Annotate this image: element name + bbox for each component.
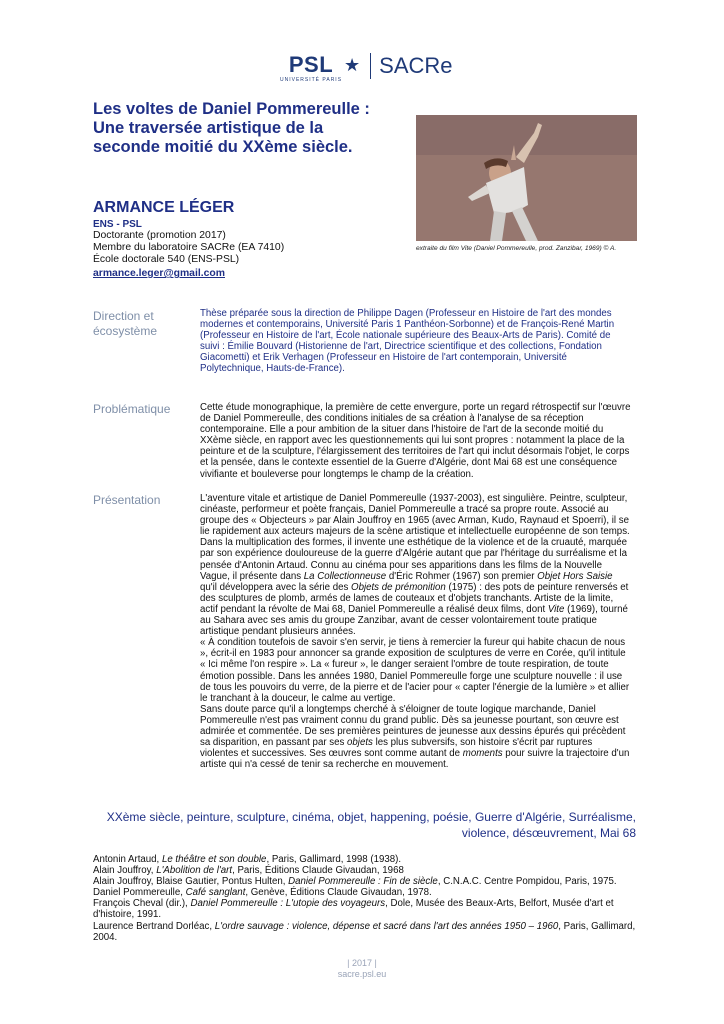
author-doctoral-school: École doctorale 540 (ENS-PSL) bbox=[93, 254, 240, 265]
section-label-direction: Direction et écosystème bbox=[93, 309, 158, 338]
leaping-figure-illustration bbox=[416, 115, 637, 241]
film-still-photo bbox=[416, 115, 637, 241]
bibliography-entry: Daniel Pommereulle, Café sanglant, Genève, Éditions Claude Givaudan, 1978. bbox=[93, 887, 432, 899]
psl-sacre-logo bbox=[280, 51, 453, 83]
logo-divider bbox=[370, 53, 371, 79]
presentation-paragraph-1: L'aventure vitale et artistique de Daniel Pommereulle (1937-2003), est singulière. Peintre, sculpteur, cinéaste, performeur et poète français, Daniel Pommereulle a tracé sa propre route. Associé au groupe des « Objecteurs » par Alain Jouffroy en 1965 (avec Arman, Kudo, Raynaud et Spoerri), il se lie rapidement aux acteurs majeurs de la scène artistique et intellectuelle européenne de son temps. bbox=[200, 493, 630, 538]
presentation-paragraph-2: Dans la multiplication des formes, il invente une esthétique de la violence et de la cruauté, marquée par son expérience douloureuse de la guerre d'Algérie autant que par l'héritage du surréalisme et la pensée d'Antonin Artaud. Connu au cinéma pour ses apparitions dans les films de la Nouvelle Vague, il présente dans La Collectionneuse d'Éric Rohmer (1967) son premier Objet Hors Saisie qu'il développera avec la série des Objets de prémonition (1975) : des pots de peinture renversés et des sculptures de plomb, armés de lames de couteaux et d'objets tranchants. Artiste de la limite, actif pendant la révolte de Mai 68, Daniel Pommereulle a réalisé deux films, dont Vite (1969), tourné au Sahara avec ses amis du groupe Zanzibar, avant de cesser volontairement toute pratique artistique pendant plusieurs années. bbox=[200, 537, 629, 638]
author-institution: ENS - PSL bbox=[93, 219, 142, 230]
section-text-direction: Thèse préparée sous la direction de Philippe Dagen (Professeur en Histoire de l'art des mondes modernes et contemporains, Université Paris 1 Panthéon-Sorbonne) et de François-René Martin (Professeur en Histoire de l'art, École nationale supérieure des Beaux-Arts de Paris). Comité de suivi : Émilie Bouvard (Historienne de l'art, Directrice scientifique et des collections, Fondation Giacometti) et Erik Verhagen (Professeur en Histoire de l'art contemporain, Université Polytechnique, Hauts-de-France). bbox=[200, 308, 615, 375]
section-text-presentation bbox=[200, 493, 632, 770]
bibliography-entry: Alain Jouffroy, Blaise Gautier, Pontus Hulten, Daniel Pommereulle : Fin de siècle, C.N.A.C. Centre Pompidou, Paris, 1975. bbox=[93, 876, 617, 888]
section-label-problematique: Problématique bbox=[93, 402, 171, 416]
section-text-problematique: Cette étude monographique, la première de cette envergure, porte un regard rétrospectif sur l'œuvre de Daniel Pommereulle, des conditions initiales de sa création à l'analyse de sa réception contemporaine. Elle a pour ambition de la situer dans l'histoire de l'art de la seconde moitié du XXème siècle, en rapport avec les questionnements qui lui sont propres : notamment la place de la peinture et de la sculpture, l'élargissement des territoires de l'art qui inclut désormais l'objet, le corps et la pensée, dans le contexte essentiel de la Guerre d'Algérie, dont Mai 68 est une conséquence vivifiante et bouleverse pour longtemps le champ de la création. bbox=[200, 402, 631, 480]
author-email-link[interactable]: armance.leger@gmail.com bbox=[93, 268, 225, 279]
author-name: ARMANCE LÉGER bbox=[93, 199, 235, 216]
footer-site: sacre.psl.eu bbox=[337, 969, 387, 979]
bibliography-entry: François Cheval (dir.), Daniel Pommereulle : L'utopie des voyageurs, Dole, Musée des Beaux-Arts, Belfort, Musée d'art et d'histoire, 1991. bbox=[93, 898, 614, 921]
author-status: Doctorante (promotion 2017) bbox=[93, 230, 226, 241]
bibliography-entry: Laurence Bertrand Dorléac, L'ordre sauvage : violence, dépense et sacré dans l'art des années 1950 – 1960, Paris, Gallimard, 2004. bbox=[93, 920, 636, 943]
psl-wordmark: PSL bbox=[288, 51, 334, 77]
presentation-paragraph-4: Sans doute parce qu'il a longtemps cherché à s'éloigner de toute logique marchande, Daniel Pommereulle n'est pas vraiment connu du grand public. Dès sa jeunesse pourtant, son œuvre est admirée et commentée. De ses premières peintures de jeunesse aux dessins épurés qui précèdent sa disparition, en passant par ses objets les plus subversifs, son histoire s'écrit par ruptures violentes et successives. Ses œuvres sont comme autant de moments pour suivre la trajectoire d'un artiste qui n'a cessé de tenir sa recherche en mouvement. bbox=[200, 703, 630, 771]
section-label-presentation: Présentation bbox=[93, 493, 161, 507]
bibliography-entry: Alain Jouffroy, L'Abolition de l'art, Paris, Éditions Claude Givaudan, 1968 bbox=[93, 865, 404, 877]
author-laboratory: Membre du laboratoire SACRe (EA 7410) bbox=[93, 242, 285, 253]
thesis-title: Les voltes de Daniel Pommereulle : Une traversée artistique de la seconde moitié du XXème siècle. bbox=[93, 100, 370, 156]
sacre-wordmark: SACRe bbox=[379, 53, 453, 78]
presentation-paragraph-3: « À condition toutefois de savoir s'en servir, je tiens à remercier la fureur qui habite chacun de nous », écrit-il en 1983 pour annoncer sa grande exposition de sculptures de verre en Corée, qu'il intitule « Ici même l'on respire ». La « fureur », le danger seraient l'ombre de toute respiration, de toute émotion possible. Dans les années 1980, Daniel Pommereulle forge une sculpture nouvelle : il use de tous les pouvoirs du verre, de la pierre et de l'acier pour « capter l'énergie de la lumière » et allier le tranchant à la douceur, le calme au vertige. bbox=[200, 637, 630, 704]
psl-subtitle: UNIVERSITÉ PARIS bbox=[280, 76, 343, 83]
keywords: XXème siècle, peinture, sculpture, cinéma, objet, happening, poésie, Guerre d'Algérie, Surréalisme, violence, désœuvrement, Mai 68 bbox=[106, 810, 636, 840]
photo-caption: extraite du film Vite (Daniel Pommereulle, prod. Zanzibar, 1969) © A. bbox=[416, 245, 617, 252]
star-icon: ★ bbox=[344, 54, 361, 75]
footer-year: | 2017 | bbox=[347, 958, 377, 968]
page-footer bbox=[0, 958, 724, 980]
bibliography bbox=[93, 854, 638, 943]
bibliography-entry: Antonin Artaud, Le théâtre et son double, Paris, Gallimard, 1998 (1938). bbox=[93, 854, 402, 865]
